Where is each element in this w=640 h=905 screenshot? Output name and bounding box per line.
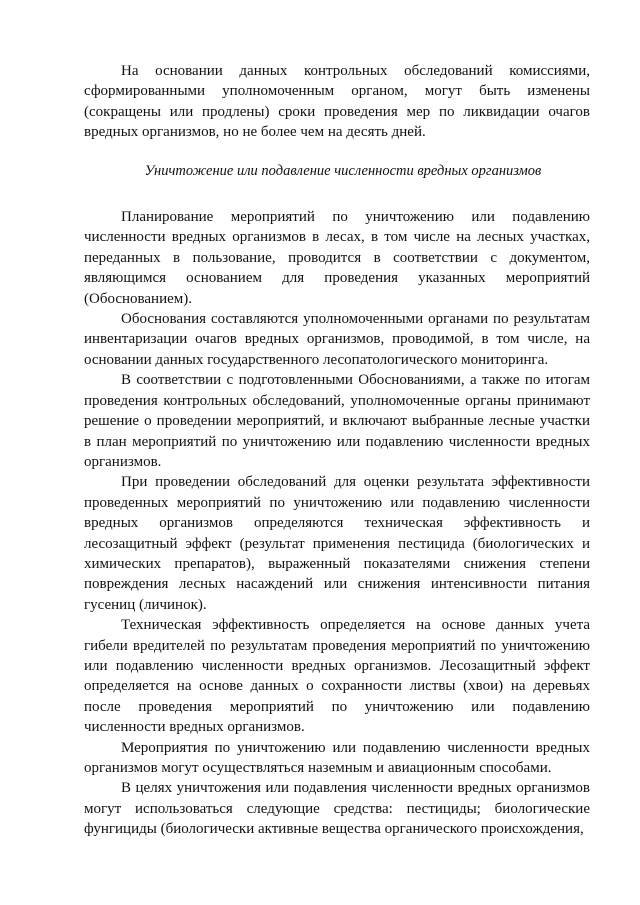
body-paragraph: Обоснования составляются уполномоченными органами по результатам инвентаризации очагов вредных организмов, проводимой, в том числе, на основании данных государственного лесопатологического мониторинга.: [84, 311, 590, 368]
section-body: [84, 207, 590, 840]
intro-paragraph: На основании данных контрольных обследований комиссиями, сформированными уполномоченным органом, могут быть изменены (сокращены или продлены) сроки проведения мер по ликвидации очагов вредных организмов, но не более чем на десять дней.: [84, 63, 590, 141]
body-paragraph: В целях уничтожения или подавления численности вредных организмов могут использоваться следующие средства: пестициды; биологические фунгициды (биологически активные вещества органического происхождения,: [84, 780, 590, 838]
body-paragraph: Планирование мероприятий по уничтожению или подавлению численности вредных организмов в лесах, в том числе на лесных участках, переданных в пользование, проводится в соответствии с документом, являющимся основанием для проведения указанных мероприятий (Обоснованием).: [84, 209, 590, 307]
body-paragraph: При проведении обследований для оценки результата эффективности проведенных мероприятий по уничтожению или подавлению численности вредных организмов определяются техническая эффективность и лесозащитный эффект (результат применения пестицида (биологических и химических препаратов), выраженный показателями снижения степени повреждения лесных насаждений или снижения интенсивности питания гусениц (личинок).: [84, 474, 590, 613]
body-paragraph: Техническая эффективность определяется на основе данных учета гибели вредителей по результатам проведения мероприятий по уничтожению или подавлению численности вредных организмов. Лесозащитный эффект определяется на основе данных о сохранности листвы (хвои) на деревьях после проведения мероприятий по уничтожению или подавлению численности вредных организмов.: [84, 617, 590, 736]
body-paragraph: В соответствии с подготовленными Обоснованиями, а также по итогам проведения контрольных обследований, уполномоченные органы принимают решение о проведении мероприятий, и включают выбранные лесные участки в план мероприятий по уничтожению или подавлению численности вредных организмов.: [84, 372, 590, 470]
section-heading: Уничтожение или подавление численности вредных организмов: [144, 162, 542, 179]
body-paragraph: Мероприятия по уничтожению или подавлению численности вредных организмов могут осуществляться наземным и авиационным способами.: [84, 739, 590, 776]
